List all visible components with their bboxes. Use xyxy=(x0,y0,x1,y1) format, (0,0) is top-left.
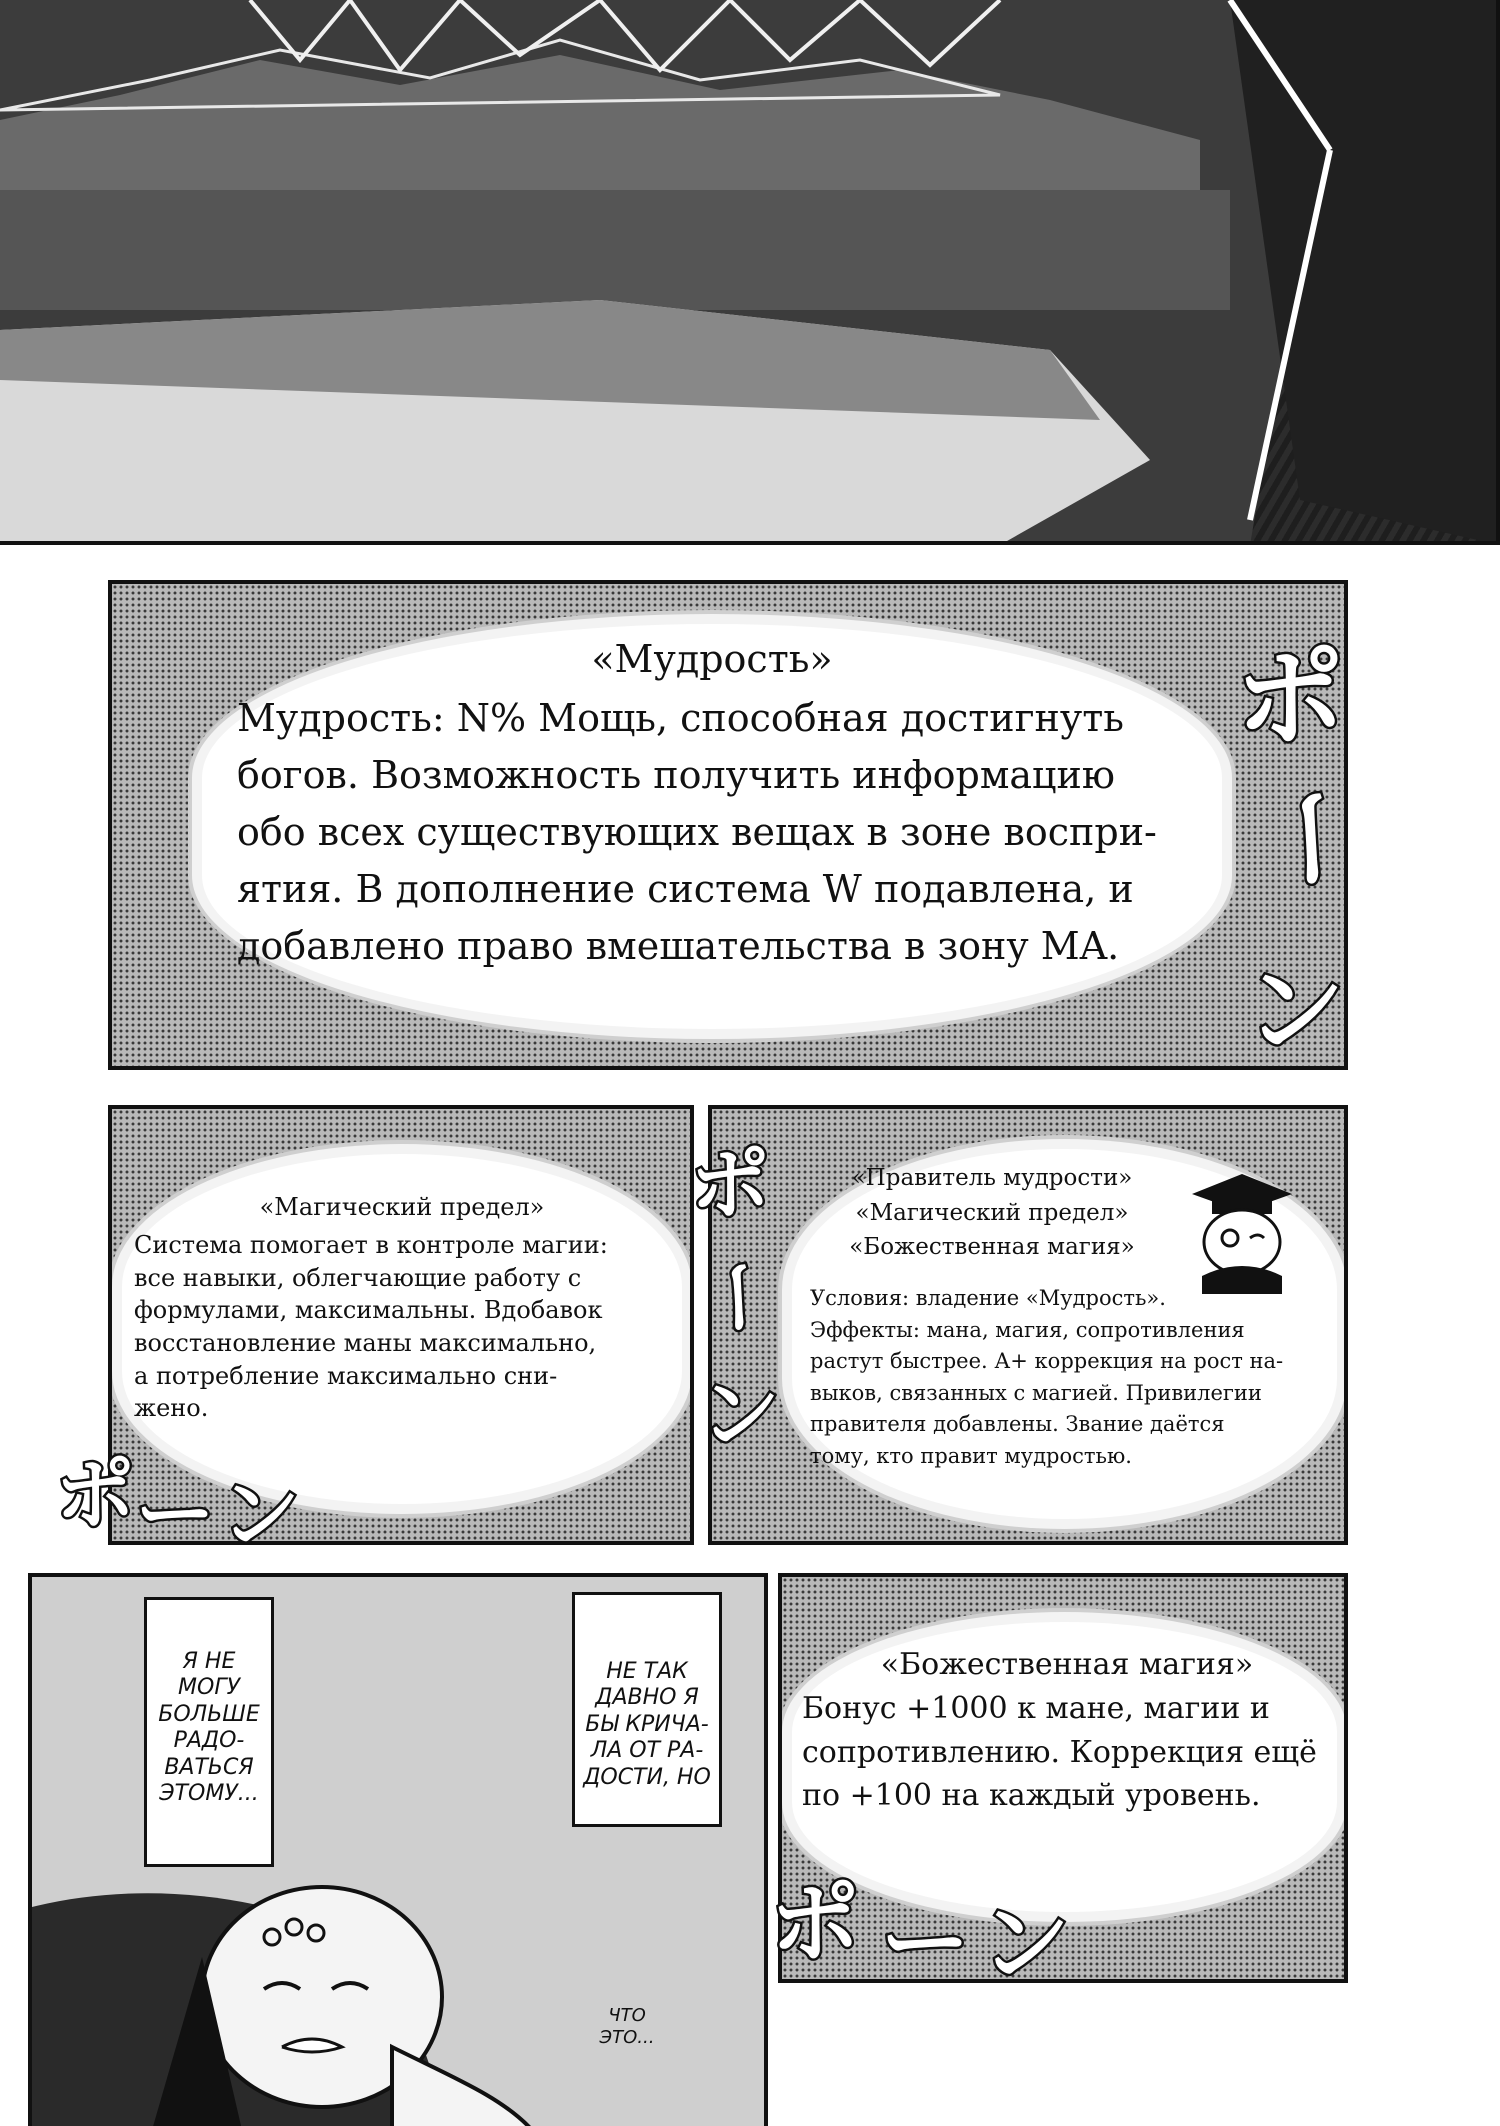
character-panel xyxy=(28,1573,768,2126)
magic-limit-line: жено. xyxy=(134,1394,209,1423)
speech-line: РАДО- xyxy=(173,1728,245,1754)
wisdom-line: богов. Возможность получить информацию xyxy=(237,753,1115,797)
speech-line: Я НЕ xyxy=(182,1649,236,1674)
magic-limit-line: формулами, максимальны. Вдобавок xyxy=(134,1296,603,1325)
ruler-title: «Божественная магия» xyxy=(849,1234,1135,1260)
sfx-po-glyph: ポ xyxy=(55,1448,135,1541)
divine-line: по +100 на каждый уровень. xyxy=(802,1778,1261,1813)
speech-line: ДАВНО Я xyxy=(595,1685,699,1711)
sfx-n-glyph: ン xyxy=(220,1468,300,1561)
ruler-titles xyxy=(812,1161,1172,1265)
divine-line: сопротивлению. Коррекция ещё xyxy=(802,1734,1317,1770)
wisdom-line: Мудрость: N% Мощь, способная достигнуть xyxy=(237,696,1124,740)
landscape-panel xyxy=(0,0,1500,545)
sfx-n-glyph: ン xyxy=(700,1368,780,1461)
sfx-dash-glyph: ー xyxy=(880,1891,970,1996)
ruler-line: Эффекты: мана, магия, сопротивления xyxy=(810,1317,1245,1342)
wisdom-panel xyxy=(108,580,1348,1070)
speech-line: БЫ КРИЧА- xyxy=(585,1711,709,1737)
ruler-line: Условия: владение «Мудрость». xyxy=(810,1286,1166,1310)
wisdom-line: добавлено право вмешательства в зону MA. xyxy=(237,924,1120,968)
speech-whisper xyxy=(587,2005,667,2048)
speech-line: БОЛЬШЕ xyxy=(158,1701,260,1727)
speech-line: НЕ ТАК xyxy=(606,1659,688,1684)
ruler-line: выков, связанных с магией. Привилегии xyxy=(810,1380,1262,1405)
ruler-title: «Магический предел» xyxy=(855,1199,1129,1226)
speech-line: ДОСТИ, НО xyxy=(583,1764,711,1790)
sfx-dash-glyph: ー xyxy=(135,1468,215,1561)
sfx-n-glyph: ン xyxy=(1245,952,1345,1069)
magic-limit-text xyxy=(134,1229,684,1425)
sfx-n-glyph: ン xyxy=(980,1891,1070,1996)
magic-limit-line: Система помогает в контроле магии: xyxy=(134,1231,608,1259)
chibi-character-icon xyxy=(1172,1164,1302,1294)
ruler-line: тому, кто правит мудростью. xyxy=(810,1443,1132,1468)
wisdom-title: «Мудрость» xyxy=(591,637,833,681)
ruler-title: «Правитель мудрости» xyxy=(851,1165,1133,1191)
magic-limit-line: а потребление максимально сни- xyxy=(134,1361,558,1390)
divine-text xyxy=(802,1687,1347,1818)
speech-right xyxy=(577,1659,717,1791)
magic-limit-line: восстановление маны максимально, xyxy=(134,1328,597,1357)
speech-left xyxy=(144,1649,274,1807)
ruler-line: растут быстрее. А+ коррекция на рост на- xyxy=(810,1349,1284,1373)
sfx-po-glyph: ポ xyxy=(1235,634,1345,762)
landscape-art xyxy=(0,0,1500,545)
speech-line: ЧТО xyxy=(608,2005,646,2026)
speech-line: МОГУ xyxy=(178,1675,240,1701)
sfx-dash-glyph: ー xyxy=(691,1257,785,1338)
divine-line: Бонус +1000 к мане, магии и xyxy=(802,1691,1270,1726)
speech-line: ЭТОМУ... xyxy=(159,1780,259,1806)
sfx-po-glyph: ポ xyxy=(770,1871,860,1976)
divine-title: «Божественная магия» xyxy=(880,1647,1254,1682)
wisdom-line: обо всех существующих вещах в зоне воспри- xyxy=(237,810,1157,854)
ruler-panel xyxy=(708,1105,1348,1545)
speech-line: ВАТЬСЯ xyxy=(164,1754,254,1780)
speech-line: ЛА ОТ РА- xyxy=(590,1738,704,1764)
wisdom-line: ятия. В дополнение система W подавлена, и xyxy=(237,867,1134,911)
sfx-po-glyph: ポ xyxy=(690,1138,770,1231)
sfx-dash-glyph: ー xyxy=(1247,784,1375,894)
sfx-po-ruler xyxy=(690,1120,800,1500)
sfx-po-divine xyxy=(770,1840,1190,1996)
magic-limit-title: «Магический предел» xyxy=(259,1193,545,1221)
magic-limit-line: все навыки, облегчающие работу с xyxy=(134,1263,582,1292)
speech-line: ЭТО... xyxy=(599,2026,655,2048)
ruler-line: правителя добавлены. Звание даётся xyxy=(810,1412,1225,1436)
sfx-po-wisdom xyxy=(1235,610,1375,1110)
wisdom-text xyxy=(237,690,1237,975)
ruler-text xyxy=(810,1283,1348,1472)
sfx-po-magic-limit xyxy=(55,1410,355,1561)
